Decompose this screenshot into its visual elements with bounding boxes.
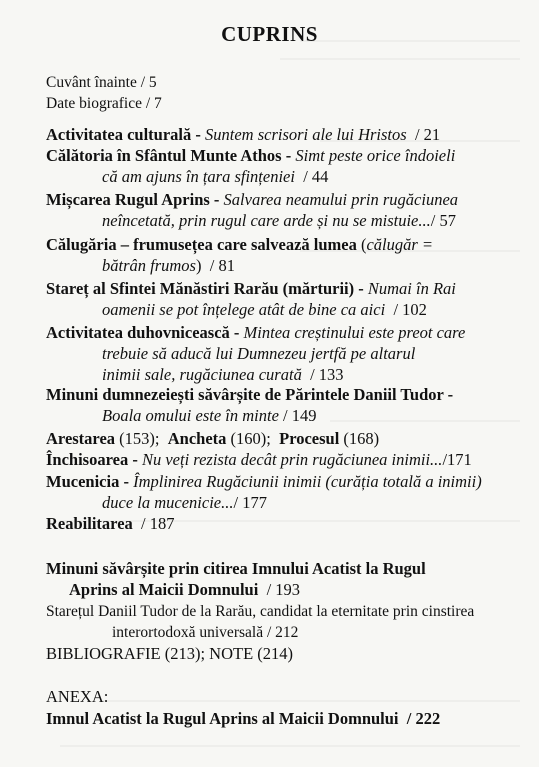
toc-entry-activitatea-culturala — [46, 124, 531, 145]
toc-entry-activitatea-duhovniceasca — [46, 322, 531, 385]
entry-page: / 133 — [310, 365, 344, 384]
entry-separator: - — [209, 190, 224, 209]
entry-subtitle-line-3: inimii sale, rugăciunea curată — [102, 365, 302, 384]
toc-entry-minuni-dumnezeiesti — [46, 384, 531, 426]
toc-entry-staretul-daniil — [46, 601, 531, 643]
entry-heading: Activitatea duhovnicească — [46, 323, 230, 342]
entry-heading: Călătoria în Sfântul Munte Athos — [46, 146, 282, 165]
entry-subtitle-line-2: bătrân frumos — [102, 256, 196, 275]
entry-heading: Mișcarea Rugul Aprins — [46, 190, 210, 209]
page-title: CUPRINS — [221, 22, 318, 46]
entry-subtitle-line-1: Salvarea neamului prin rugăciunea — [223, 190, 459, 209]
entry-heading: Reabilitarea — [46, 514, 133, 533]
entry-separator: - — [443, 385, 454, 404]
entry-separator: - — [354, 279, 368, 298]
entry-heading: Mucenicia — [46, 472, 120, 491]
entry-separator: - — [191, 125, 206, 144]
toc-entry-miscarea-rugul-aprins — [46, 189, 531, 231]
entry-page: / 212 — [266, 624, 299, 641]
toc-entry-arestarea — [46, 428, 531, 449]
entry-page: / 222 — [406, 709, 441, 728]
entry-heading: Minuni dumnezeiești săvârșite de Părintele Daniil Tudor — [46, 385, 444, 404]
entry-page: / 177 — [233, 493, 267, 512]
entry-subtitle-line-2: neîncetată, prin rugul care arde și nu se mistuie... — [102, 211, 431, 230]
entry-separator: - — [128, 450, 142, 469]
entry-heading-procesul: Procesul — [279, 429, 340, 448]
toc-entry-calugaria — [46, 234, 531, 276]
entry-page: / 21 — [414, 125, 441, 144]
toc-entry-minuni-acatist — [46, 558, 531, 600]
entry-heading: Călugăria – frumusețea care salvează lumea — [46, 235, 357, 254]
entry-page: / 5 — [140, 74, 157, 91]
entry-text: BIBLIOGRAFIE (213); NOTE (214) — [46, 644, 294, 663]
entry-text: ANEXA: — [46, 687, 109, 706]
toc-entry-imnul-acatist — [46, 708, 531, 729]
toc-entry-cuvant-inainte — [46, 72, 531, 93]
entry-subtitle: Nu veți rezista decât prin rugăciunea inimii... — [141, 450, 443, 469]
entry-label: Cuvânt înainte — [46, 74, 137, 91]
entry-page: / 102 — [393, 300, 427, 319]
entry-page: / 187 — [141, 514, 175, 533]
entry-subtitle-line-2: oamenii se pot înțelege atât de bine ca aici — [102, 300, 386, 319]
entry-separator: - — [119, 472, 134, 491]
entry-subtitle-line-1: Simt peste orice îndoieli — [295, 146, 456, 165]
entry-separator: - — [229, 323, 244, 342]
entry-heading: Imnul Acatist la Rugul Aprins al Maicii Domnului — [46, 709, 399, 728]
entry-subtitle-line-1: Numai în Rai — [367, 279, 456, 298]
entry-paren-open: ( — [356, 235, 367, 254]
entry-page: / 193 — [266, 580, 301, 599]
entry-heading: Activitatea culturală — [46, 125, 192, 144]
toc-entry-date-biografice — [46, 93, 531, 114]
entry-page: / 57 — [430, 211, 456, 230]
entry-heading-ancheta: Ancheta — [167, 429, 227, 448]
entry-subtitle-line-1: Mintea creștinului este preot care — [243, 323, 466, 342]
toc-entry-bibliografie-note — [46, 643, 531, 664]
entry-separator: - — [281, 146, 296, 165]
entry-subtitle: Boala omului este în minte — [102, 406, 279, 425]
entry-heading: Închisoarea — [46, 450, 129, 469]
entry-page-procesul: (168) — [343, 429, 380, 448]
entry-subtitle-line-2: duce la mucenicie... — [102, 493, 234, 512]
entry-page: / 7 — [145, 95, 162, 112]
entry-heading: Stareț al Sfintei Mănăstiri Rarău (mărturii) — [46, 279, 355, 298]
entry-heading-arestarea: Arestarea — [46, 429, 116, 448]
toc-entry-inchisoarea — [46, 449, 531, 470]
entry-page-ancheta: (160); — [230, 429, 271, 448]
toc-entry-staret-rarau — [46, 278, 531, 320]
entry-subtitle: Suntem scrisori ale lui Hristos — [205, 125, 407, 144]
entry-heading-line-1: Minuni săvârșite prin citirea Imnului Acatist la Rugul — [46, 559, 426, 578]
entry-subtitle-line-2: că am ajuns în țara sfințeniei — [102, 167, 295, 186]
entry-page: / 44 — [303, 167, 329, 186]
entry-paren-close: ) — [195, 256, 202, 275]
entry-subtitle-line-1: călugăr = — [366, 235, 434, 254]
entry-page: /171 — [442, 450, 472, 469]
entry-subtitle-line-2: trebuie să aducă lui Dumnezeu jertfă pe altarul — [102, 344, 416, 363]
entry-page: / 149 — [283, 406, 317, 425]
entry-text-line-2: interortodoxă universală — [112, 624, 264, 641]
entry-subtitle-line-1: Împlinirea Rugăciunii inimii (curăția totală a inimii) — [133, 472, 482, 491]
entry-page-arestarea: (153); — [119, 429, 160, 448]
entry-text-line-1: Starețul Daniil Tudor de la Rarău, candidat la eternitate prin cinstirea — [46, 603, 475, 620]
toc-entry-anexa — [46, 686, 531, 707]
toc-entry-mucenicia — [46, 471, 531, 513]
entry-heading-line-2: Aprins al Maicii Domnului — [69, 580, 259, 599]
entry-page: / 81 — [209, 256, 235, 275]
entry-label: Date biografice — [46, 95, 142, 112]
toc-entry-reabilitarea — [46, 513, 531, 534]
toc-entry-calatoria-athos — [46, 145, 531, 187]
